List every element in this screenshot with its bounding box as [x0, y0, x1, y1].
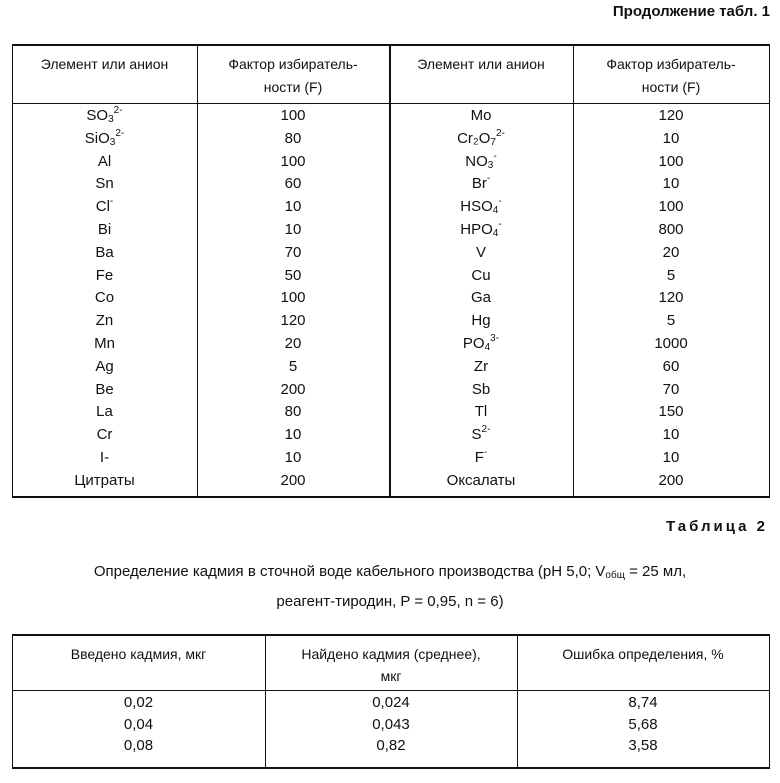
element-subscript: 3: [108, 114, 114, 125]
element-cell: [12, 196, 197, 219]
element-symbol: Co: [94, 289, 115, 307]
element-cell: [389, 470, 573, 493]
table1-right-element-column: [389, 105, 573, 493]
header-element-right: Элемент или анион: [417, 56, 545, 72]
element-cell: [12, 333, 197, 356]
element-cell: [12, 105, 197, 128]
element-cell: [12, 447, 197, 470]
factor-cell: 50: [284, 266, 302, 284]
error-cell: 8,74: [628, 694, 658, 711]
table1-left-factor-column: [197, 105, 389, 493]
element-symbol: Оксалаты: [446, 471, 516, 489]
table2-caption-line2: реагент-тиродин, P = 0,95, n = 6): [276, 593, 504, 610]
element-symbol: Ba: [95, 243, 114, 261]
found-cell: 0,82: [376, 737, 406, 754]
element-symbol: Cr: [96, 426, 113, 444]
found-cell: 0,024: [372, 694, 410, 711]
header-found: [265, 643, 517, 687]
table1-header-divider: [12, 103, 770, 104]
header-found-line1: Найдено кадмия (среднее),: [301, 646, 481, 662]
element-symbol: HPO: [460, 220, 493, 238]
element-cell: [12, 242, 197, 265]
element-cell: [389, 287, 573, 310]
table1-left-element-column: [12, 105, 197, 493]
factor-cell: 10: [662, 426, 680, 444]
factor-cell: 60: [284, 175, 302, 193]
element-cell: [12, 310, 197, 333]
element-cell: [389, 447, 573, 470]
factor-cell: 10: [284, 426, 302, 444]
element-symbol: Mn: [94, 334, 115, 352]
factor-cell: 800: [658, 220, 684, 238]
element-symbol: Ag: [95, 357, 114, 375]
element-charge: 2-: [115, 127, 125, 139]
element-cell: [389, 128, 573, 151]
element-cell: [12, 128, 197, 151]
header-factor-left: [197, 53, 389, 99]
element-charge: 2-: [113, 105, 123, 116]
factor-cell: 5: [288, 357, 298, 375]
element-cell: [389, 151, 573, 174]
factor-cell: 80: [284, 403, 302, 421]
element-symbol: SO: [86, 107, 109, 124]
table2-found-column: [265, 692, 517, 757]
factor-cell: 20: [662, 243, 680, 261]
factor-cell: 120: [658, 107, 684, 124]
element-subscript: 4: [492, 227, 499, 239]
element-symbol: Cl: [95, 198, 110, 216]
caption-subscript: общ: [605, 570, 625, 581]
element-symbol: Br: [471, 175, 487, 193]
factor-cell: 10: [662, 448, 680, 466]
element-symbol: I-: [99, 448, 110, 466]
factor-cell: 1000: [654, 334, 688, 352]
header-element-left: Элемент или анион: [40, 56, 169, 72]
element-cell: [12, 470, 197, 493]
element-cell: [389, 379, 573, 402]
element-symbol: Zr: [473, 357, 489, 375]
factor-cell: 20: [284, 334, 302, 352]
element-cell: [12, 219, 197, 242]
factor-cell: 10: [284, 198, 302, 216]
introduced-cell: 0,02: [123, 694, 154, 711]
element-symbol: SiO: [84, 129, 110, 147]
factor-cell: 200: [280, 471, 306, 489]
introduced-cell: 0,08: [123, 737, 154, 754]
element-symbol: Bi: [97, 220, 112, 238]
error-cell: 3,58: [628, 737, 658, 754]
table2-caption-line1: [0, 563, 780, 580]
factor-cell: 10: [662, 175, 680, 193]
factor-cell: 80: [284, 129, 302, 147]
element-charge: 2-: [495, 127, 505, 139]
element-cell: [389, 265, 573, 288]
element-symbol: La: [96, 403, 113, 421]
table2-right-border: [769, 634, 770, 769]
factor-cell: 100: [658, 198, 684, 216]
element-symbol: NO: [465, 152, 488, 170]
table2-header-divider: [12, 690, 770, 691]
factor-cell: 200: [658, 471, 684, 489]
element-charge: -: [109, 196, 114, 208]
element-cell: [12, 424, 197, 447]
table2-introduced-column: [12, 692, 265, 757]
element-symbol: Fe: [95, 266, 114, 284]
factor-cell: 100: [658, 152, 684, 170]
factor-cell: 5: [666, 266, 676, 284]
element-subscript: 3: [109, 136, 116, 148]
element-cell: [389, 401, 573, 424]
element-symbol: Be: [95, 380, 114, 398]
element-charge: 3-: [490, 332, 500, 344]
table2-error-column: [517, 692, 769, 757]
factor-cell: 10: [662, 129, 680, 147]
factor-cell: 200: [280, 380, 306, 398]
element-cell: [389, 105, 573, 128]
element-charge: -: [498, 196, 502, 208]
element-subscript: 4: [492, 205, 499, 217]
element-cell: [389, 424, 573, 447]
header-factor-right: [573, 53, 769, 99]
element-cell: [12, 401, 197, 424]
factor-cell: 60: [662, 357, 680, 375]
element-charge: 2-: [481, 424, 491, 436]
element-symbol: Al: [97, 152, 112, 170]
header-factor-left-line2: ности (F): [263, 79, 323, 95]
factor-cell: 120: [280, 312, 306, 330]
element-symbol: Hg: [471, 312, 491, 330]
element-subscript: 7: [490, 136, 496, 148]
element-cell: [12, 151, 197, 174]
continuation-label: Продолжение табл. 1: [612, 3, 770, 20]
factor-cell: 70: [662, 380, 680, 398]
factor-cell: 10: [284, 448, 302, 466]
element-subscript: 3: [487, 159, 494, 171]
element-cell: [389, 356, 573, 379]
element-symbol: Cu: [471, 266, 491, 284]
element-cell: [12, 287, 197, 310]
element-charge: -: [486, 173, 491, 185]
caption-text-end: = 25 мл,: [624, 563, 687, 580]
factor-cell: 70: [284, 243, 302, 261]
element-cell: [389, 333, 573, 356]
factor-cell: 100: [280, 289, 306, 307]
element-charge: -: [483, 446, 488, 458]
introduced-cell: 0,04: [123, 715, 154, 733]
element-symbol: Ga: [470, 289, 491, 307]
element-symbol: Цитраты: [74, 471, 135, 489]
table1-right-factor-column: [573, 105, 769, 493]
element-cell: [389, 173, 573, 196]
element-cell: [389, 242, 573, 265]
table2-top-border: [12, 634, 770, 636]
element-symbol: Mo: [470, 107, 492, 124]
header-introduced: Введено кадмия, мкг: [70, 646, 207, 662]
element-symbol: PO: [462, 334, 485, 352]
element-symbol: Sn: [95, 175, 114, 193]
element-cell: [389, 310, 573, 333]
element-symbol: Sb: [471, 380, 491, 398]
element-cell: [12, 379, 197, 402]
table1-right-border: [769, 44, 770, 498]
header-error: Ошибка определения, %: [562, 646, 724, 662]
element-cell: [12, 265, 197, 288]
element-symbol: Cr₂O: [457, 129, 491, 147]
element-cell: [12, 173, 197, 196]
element-cell: [12, 356, 197, 379]
element-cell: [389, 219, 573, 242]
found-cell: 0,043: [372, 715, 410, 733]
element-charge: -: [493, 150, 497, 162]
factor-cell: 5: [666, 312, 676, 330]
table1-bottom-border: [12, 496, 770, 498]
element-symbol: S: [471, 426, 482, 444]
factor-cell: 120: [658, 289, 684, 307]
element-charge: -: [498, 218, 502, 230]
element-symbol: HSO: [460, 198, 493, 216]
header-factor-right-line1: Фактор избиратель-: [606, 56, 736, 72]
table1-top-border: [12, 44, 770, 46]
table2-bottom-border: [12, 767, 770, 769]
factor-cell: 100: [280, 107, 306, 124]
error-cell: 5,68: [628, 715, 658, 733]
factor-cell: 150: [658, 403, 684, 421]
factor-cell: 100: [280, 152, 306, 170]
element-symbol: Zn: [95, 312, 114, 330]
element-symbol: Tl: [474, 403, 488, 421]
header-found-line2: мкг: [380, 668, 402, 684]
element-symbol: V: [475, 243, 486, 261]
element-subscript: 4: [484, 341, 491, 353]
header-factor-left-line1: Фактор избиратель-: [228, 56, 358, 72]
element-symbol: F: [474, 448, 484, 466]
factor-cell: 10: [284, 220, 302, 238]
caption-text-start: Определение кадмия в сточной воде кабельного производства (pH 5,0; V: [93, 563, 606, 580]
table2-label: Таблица 2: [665, 518, 768, 535]
header-factor-right-line2: ности (F): [641, 79, 701, 95]
element-cell: [389, 196, 573, 219]
